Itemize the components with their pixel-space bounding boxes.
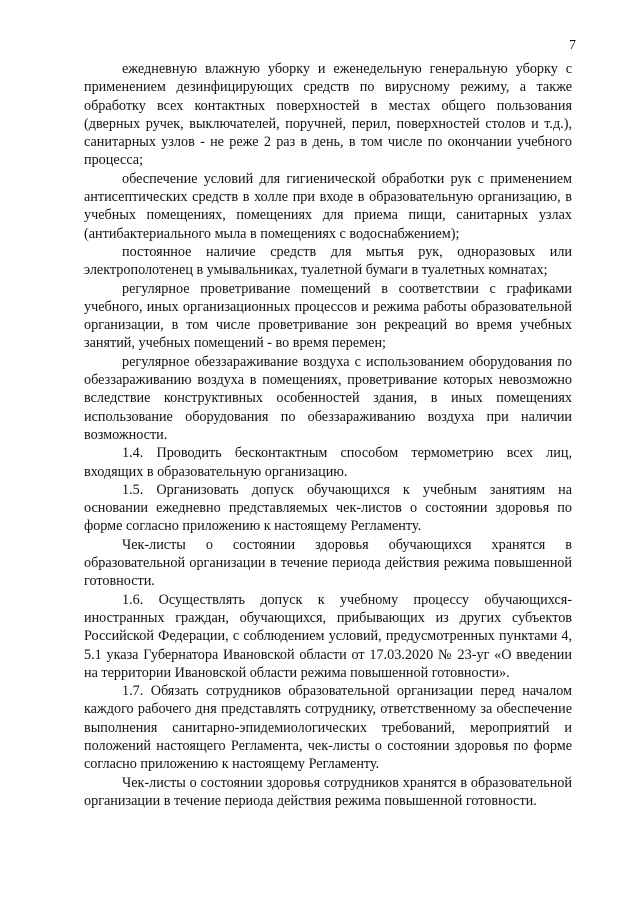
- document-body: [84, 60, 572, 810]
- paragraph-1-5-student-admission: 1.5. Организовать допуск обучающихся к учебным занятиям на основании ежедневно представляемых чек-листов о состоянии здоровья по форме согласно приложению к настоящему Регламенту.: [84, 481, 572, 535]
- paragraph-1-7-staff-checklists: 1.7. Обязать сотрудников образовательной организации перед началом каждого рабочего дня представлять сотруднику, ответственному за обеспечение выполнения санитарно-эпидемиологических требований, мероприятий и положений настоящего Регламента, чек-листы о состоянии здоровья по форме согласно приложению к настоящему Регламенту.: [84, 683, 572, 773]
- paragraph-ventilation: регулярное проветривание помещений в соответствии с графиками учебного, иных организационных процессов и режима работы образовательной организации, в том числе проветривание зон рекреаций во время учебных занятий, учебных помещений - во время перемен;: [84, 280, 572, 352]
- paragraph-1-6-foreign-students: 1.6. Осуществлять допуск к учебному процессу обучающихся-иностранных граждан, обучающихся, прибывающих из других субъектов Российской Федерации, с соблюдением условий, предусмотренных пунктами 4, 5.1 указа Губернатора Ивановской области от 17.03.2020 № 23-уг «О введении на территории Ивановской области режима повышенной готовности».: [84, 591, 572, 681]
- paragraph-hand-hygiene: обеспечение условий для гигиенической обработки рук с применением антисептических средств в холле при входе в образовательную организацию, в учебных помещениях, помещениях для приема пищи, санитарных узлах (антибактериального мыла в помещениях с водоснабжением);: [84, 170, 572, 242]
- paragraph-staff-checklist-storage: Чек-листы о состоянии здоровья сотрудников хранятся в образовательной организации в течение периода действия режима повышенной готовности.: [84, 774, 572, 809]
- paragraph-1-4-thermometry: 1.4. Проводить бесконтактным способом термометрию всех лиц, входящих в образовательную организацию.: [84, 445, 572, 480]
- paragraph-student-checklists: Чек-листы о состоянии здоровья обучающихся хранятся в образовательной организации в течение периода действия режима повышенной готовности.: [84, 536, 572, 590]
- page-number: 7: [569, 38, 576, 53]
- paragraph-handwashing-supplies: постоянное наличие средств для мытья рук, одноразовых или электрополотенец в умывальниках, туалетной бумаги в туалетных комнатах;: [84, 243, 572, 279]
- paragraph-cleaning: ежедневную влажную уборку и еженедельную генеральную уборку с применением дезинфицирующих средств по вирусному режиму, а также обработку всех контактных поверхностей в местах общего пользования (дверных ручек, выключателей, поручней, перил, поверхностей столов и т.д.), санитарных узлов - не реже 2 раз в день, в том числе по окончании учебного процесса;: [84, 61, 572, 169]
- paragraph-air-disinfection: регулярное обеззараживание воздуха с использованием оборудования по обеззараживанию воздуха в помещениях, проветривание которых невозможно вследствие конструктивных особенностей здания, в иных помещениях использование оборудования по обеззараживанию воздуха при наличии возможности.: [84, 353, 572, 443]
